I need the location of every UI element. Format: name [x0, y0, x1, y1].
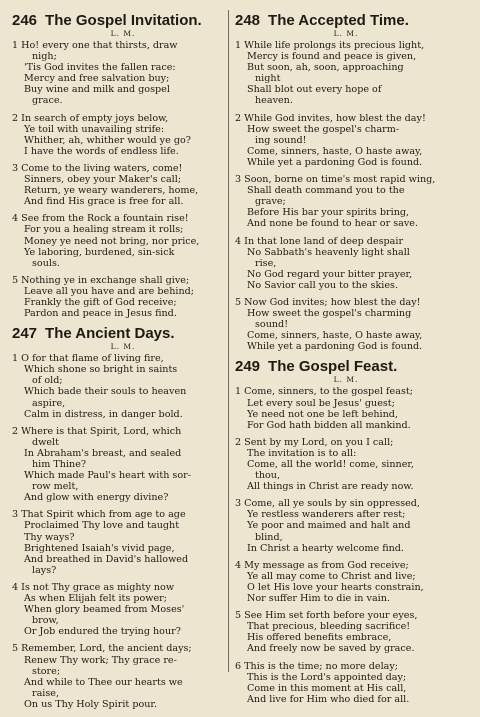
verse-line: On us Thy Holy Spirit pour. — [24, 698, 157, 710]
verse-line: of old; — [32, 375, 63, 387]
verse-line: For you a healing stream it rolls; — [24, 224, 184, 236]
verse-line: Ye restless wanderers after rest; — [247, 509, 406, 521]
verse-line: Frankly the gift of God receive; — [24, 296, 177, 308]
stanza — [235, 386, 457, 430]
verse-line: sound! — [255, 319, 289, 331]
hymn-meter: L. M. — [333, 375, 359, 385]
verse-line: him Thine? — [32, 459, 87, 470]
right-column — [235, 12, 457, 711]
verse-line: 3 That Spirit which from age to age — [12, 509, 186, 521]
verse-line: night — [255, 73, 281, 85]
verse-line: In Abraham's breast, and sealed — [24, 447, 182, 459]
verse-line: 2 Sent by my Lord, on you I call; — [235, 436, 394, 448]
verse-line: Ye poor and maimed and halt and — [247, 520, 411, 532]
stanza — [12, 213, 234, 268]
verse-line: 1 While life prolongs its precious light, — [235, 40, 425, 51]
verse-line: And none be found to hear or save. — [247, 218, 418, 230]
verse-line: 3 Come, all ye souls by sin oppressed, — [235, 498, 420, 510]
stanza — [12, 509, 234, 576]
stanza — [12, 582, 234, 637]
verse-line: grave; — [255, 196, 286, 208]
stanza — [12, 275, 234, 319]
verse-line: The invitation is to all: — [247, 447, 357, 459]
verse-line: 5 See Him set forth before your eyes, — [235, 610, 418, 622]
verse-line: blind, — [255, 531, 283, 543]
hymn-meter: L. M. — [333, 29, 359, 38]
verse-line: This is the Lord's appointed day; — [247, 671, 407, 683]
verse-line: thou, — [255, 470, 281, 482]
verse-line: That precious, bleeding sacrifice! — [247, 621, 411, 633]
verse-line: Brightened Isaiah's vivid page, — [24, 542, 175, 554]
verse-line: raise, — [32, 687, 60, 699]
left-column — [12, 12, 234, 716]
stanza — [12, 643, 234, 710]
verse-line: Nor suffer Him to die in vain. — [247, 593, 390, 605]
verse-line: Calm in distress, in danger bold. — [24, 408, 183, 420]
verse-line: For God hath bidden all mankind. — [247, 419, 411, 431]
verse-line: aspire, — [32, 397, 66, 409]
verse-line: Buy wine and milk and gospel — [24, 84, 170, 96]
hymn-heading — [235, 358, 457, 375]
verse-line: nigh; — [32, 51, 57, 63]
hymn-247 — [12, 325, 234, 710]
hymn-246 — [12, 12, 234, 319]
verse-line: rise, — [255, 257, 277, 269]
hymn-meter: L. M. — [110, 342, 136, 352]
verse-line: Shall death command you to the — [247, 185, 405, 197]
verse-line: souls. — [32, 257, 60, 269]
verse-line: But soon, ah, soon, approaching — [247, 62, 404, 74]
verse-line: Which made Paul's heart with sor- — [24, 470, 191, 482]
verse-line: Sinners, obey your Maker's call; — [24, 174, 182, 186]
hymn-title: The Ancient Days. — [45, 325, 175, 343]
verse-line: grace. — [32, 95, 63, 107]
stanza — [235, 437, 457, 492]
verse-line: 1 O for that flame of living fire, — [12, 353, 164, 365]
stanza — [12, 40, 234, 107]
verse-line: 'Tis God invites the fallen race: — [24, 62, 176, 74]
hymn-heading — [235, 12, 457, 29]
verse-line: 6 This is the time; no more delay; — [235, 660, 399, 672]
verse-line: ing sound! — [255, 134, 307, 146]
hymn-number: 248 — [235, 12, 261, 29]
verse-line: Proclaimed Thy love and taught — [24, 520, 180, 532]
verse-line: And glow with energy divine? — [24, 492, 169, 504]
hymn-heading — [12, 12, 234, 29]
verse-line: store; — [32, 665, 61, 677]
verse-line: 5 Remember, Lord, the ancient days; — [12, 643, 192, 655]
stanza — [235, 236, 457, 291]
hymn-number: 249 — [235, 358, 261, 376]
stanza — [235, 610, 457, 654]
verse-line: Come, all the world! come, sinner, — [247, 459, 414, 470]
verse-line: Come, sinners, haste, O haste away, — [247, 330, 423, 342]
hymn-meter: L. M. — [110, 29, 136, 38]
verse-line: 2 In search of empty joys below, — [12, 112, 169, 124]
verse-line: Mercy is found and peace is given, — [247, 51, 417, 63]
verse-line: 4 Is not Thy grace as mighty now — [12, 581, 175, 593]
hymn-title: The Accepted Time. — [268, 12, 409, 29]
hymn-number: 247 — [12, 325, 38, 343]
verse-line: All things in Christ are ready now. — [247, 481, 414, 493]
verse-line: brow, — [32, 615, 59, 627]
verse-line: Return, ye weary wanderers, home, — [24, 185, 199, 197]
hymn-249 — [235, 358, 457, 704]
verse-line: While yet a pardoning God is found. — [247, 156, 423, 168]
verse-line: dwelt — [32, 436, 59, 448]
stanza — [235, 113, 457, 168]
verse-line: 1 Come, sinners, to the gospel feast; — [235, 386, 413, 398]
verse-line: 3 Come to the living waters, come! — [12, 162, 183, 174]
verse-line: 5 Now God invites; how blest the day! — [235, 296, 421, 308]
verse-line: Pardon and peace in Jesus find. — [24, 308, 177, 320]
verse-line: Or Job endured the trying hour? — [24, 626, 181, 638]
stanza — [235, 498, 457, 553]
verse-line: No God regard your bitter prayer, — [247, 268, 413, 280]
stanza — [12, 113, 234, 157]
stanza — [235, 174, 457, 229]
stanza — [12, 353, 234, 420]
verse-line: Leave all you have and are behind; — [24, 285, 195, 297]
verse-line: O let His love your hearts constrain, — [247, 581, 424, 593]
column-divider — [228, 10, 229, 672]
verse-line: Ye toil with unavailing strife: — [24, 123, 165, 135]
stanza — [235, 560, 457, 604]
verse-line: In Christ a hearty welcome find. — [247, 542, 404, 554]
verse-line: Which bade their souls to heaven — [24, 386, 187, 398]
verse-line: How sweet the gospel's charming — [247, 308, 412, 320]
verse-line: And find His grace is free for all. — [24, 196, 184, 208]
stanza — [235, 661, 457, 705]
hymn-number: 246 — [12, 12, 38, 29]
stanza — [12, 163, 234, 207]
verse-line: And live for Him who died for all. — [247, 693, 410, 705]
verse-line: Which shone so bright in saints — [24, 364, 178, 376]
verse-line: Let every soul be Jesus' guest; — [247, 397, 395, 409]
verse-line: Ye laboring, burdened, sin-sick — [24, 246, 175, 258]
hymn-heading — [12, 325, 234, 342]
verse-line: Whither, ah, whither would ye go? — [24, 134, 191, 146]
verse-line: 1 Ho! every one that thirsts, draw — [12, 40, 178, 51]
verse-line: 4 In that lone land of deep despair — [235, 235, 404, 247]
verse-line: row melt, — [32, 481, 79, 493]
verse-line: Before His bar your spirits bring, — [247, 207, 410, 219]
verse-line: I have the words of endless life. — [24, 145, 179, 157]
verse-line: Come in this moment at His call, — [247, 682, 407, 694]
verse-line: 2 While God invites, how blest the day! — [235, 112, 426, 124]
verse-line: 2 Where is that Spirit, Lord, which — [12, 425, 182, 437]
verse-line: lays? — [32, 564, 57, 576]
verse-line: As when Elijah felt its power; — [24, 593, 167, 605]
verse-line: No Sabbath's heavenly light shall — [247, 246, 410, 258]
verse-line: Money ye need not bring, nor price, — [24, 235, 200, 247]
hymn-title: The Gospel Feast. — [268, 358, 398, 376]
verse-line: heaven. — [255, 95, 293, 107]
verse-line: Renew Thy work; Thy grace re- — [24, 654, 177, 666]
verse-line: 5 Nothing ye in exchange shall give; — [12, 274, 190, 286]
verse-line: While yet a pardoning God is found. — [247, 341, 423, 353]
verse-line: No Savior call you to the skies. — [247, 279, 399, 291]
verse-line: Come, sinners, haste, O haste away, — [247, 145, 423, 157]
verse-line: 4 My message as from God receive; — [235, 559, 409, 571]
stanza — [12, 426, 234, 504]
verse-line: And breathed in David's hallowed — [24, 553, 189, 565]
verse-line: 4 See from the Rock a fountain rise! — [12, 213, 189, 225]
verse-line: Ye need not one be left behind, — [247, 408, 398, 420]
verse-line: And freely now be saved by grace. — [247, 643, 415, 655]
verse-line: How sweet the gospel's charm- — [247, 123, 400, 135]
verse-line: Shall blot out every hope of — [247, 84, 382, 96]
verse-line: When glory beamed from Moses' — [24, 604, 185, 616]
verse-line: 3 Soon, borne on time's most rapid wing, — [235, 174, 436, 186]
verse-line: Mercy and free salvation buy; — [24, 73, 170, 85]
verse-line: His offered benefits embrace, — [247, 632, 392, 644]
hymn-title: The Gospel Invitation. — [45, 12, 202, 29]
verse-line: Ye all may come to Christ and live; — [247, 570, 416, 582]
stanza — [235, 297, 457, 352]
verse-line: And while to Thee our hearts we — [24, 676, 183, 688]
verse-line: Thy ways? — [24, 531, 75, 543]
hymn-248 — [235, 12, 457, 352]
stanza — [235, 40, 457, 107]
